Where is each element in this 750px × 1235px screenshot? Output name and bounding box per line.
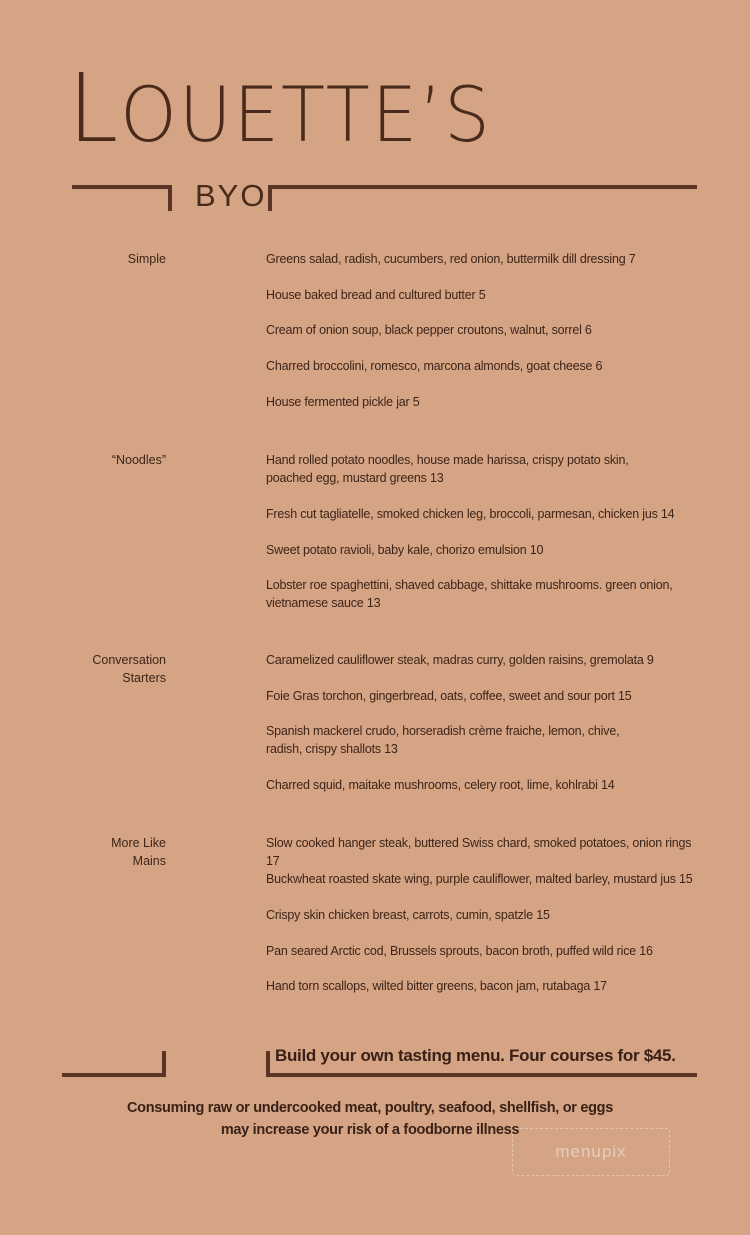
title-rest: OUETTE <box>120 70 420 160</box>
menu-item: Sweet potato ravioli, baby kale, chorizo emulsion 10 <box>266 543 544 557</box>
menu-item: Spanish mackerel crudo, horseradish crème fraiche, lemon, chive, radish, crispy shallots 13 <box>266 724 620 756</box>
menu-item: Charred squid, maitake mushrooms, celery root, lime, kohlrabi 14 <box>266 778 615 792</box>
section-label-noodles: “Noodles” <box>111 453 166 467</box>
menu-item: Hand torn scallops, wilted bitter greens, bacon jam, rutabaga 17 <box>266 979 607 993</box>
section-label-more-like-mains: More Like Mains <box>111 836 166 868</box>
health-warning-line1: Consuming raw or undercooked meat, poultry, seafood, shellfish, or eggs <box>126 1100 613 1116</box>
tasting-menu-note: Build your own tasting menu. Four courses for $45. <box>275 1046 676 1065</box>
footer-rule-left <box>62 1073 166 1077</box>
menu-item: Fresh cut tagliatelle, smoked chicken leg, broccoli, parmesan, chicken jus 14 <box>266 507 675 521</box>
header-rule-left-tick <box>168 185 172 211</box>
byo-subtitle: BYO <box>195 178 267 213</box>
menu-item: Buckwheat roasted skate wing, purple cauliflower, malted barley, mustard jus 15 <box>266 872 693 886</box>
menu-item: Hand rolled potato noodles, house made harissa, crispy potato skin, poached egg, mustard greens 13 <box>266 453 629 485</box>
section-label-conversation-starters: Conversation Starters <box>92 653 166 685</box>
menu-item: Lobster roe spaghettini, shaved cabbage, shittake mushrooms. green onion, vietnamese sauce 13 <box>266 578 673 610</box>
section-label-simple: Simple <box>127 252 166 266</box>
footer-rule-left-tick <box>162 1051 166 1077</box>
menu-item: House fermented pickle jar 5 <box>266 395 420 409</box>
title-initial: L <box>68 54 121 165</box>
restaurant-title <box>68 52 492 173</box>
menu-item: Pan seared Arctic cod, Brussels sprouts, bacon broth, puffed wild rice 16 <box>266 944 653 958</box>
watermark-logo: menupix <box>512 1128 670 1176</box>
footer-rule-right <box>266 1073 697 1077</box>
title-suffix: ’S <box>419 70 492 160</box>
menu-item: Foie Gras torchon, gingerbread, oats, coffee, sweet and sour port 15 <box>266 689 632 703</box>
menu-item: Cream of onion soup, black pepper croutons, walnut, sorrel 6 <box>266 323 592 337</box>
menu-item: Slow cooked hanger steak, buttered Swiss chard, smoked potatoes, onion rings 17 <box>266 836 692 868</box>
health-warning-line2: may increase your risk of a foodborne illness <box>220 1122 520 1138</box>
header-rule-right <box>268 185 697 189</box>
menu-item: Caramelized cauliflower steak, madras curry, golden raisins, gremolata 9 <box>266 653 654 667</box>
menu-item: Charred broccolini, romesco, marcona almonds, goat cheese 6 <box>266 359 603 373</box>
menu-item: Crispy skin chicken breast, carrots, cumin, spatzle 15 <box>266 908 550 922</box>
header-rule-left <box>72 185 172 189</box>
menu-item: House baked bread and cultured butter 5 <box>266 288 486 302</box>
menu-item: Greens salad, radish, cucumbers, red onion, buttermilk dill dressing 7 <box>266 252 636 266</box>
